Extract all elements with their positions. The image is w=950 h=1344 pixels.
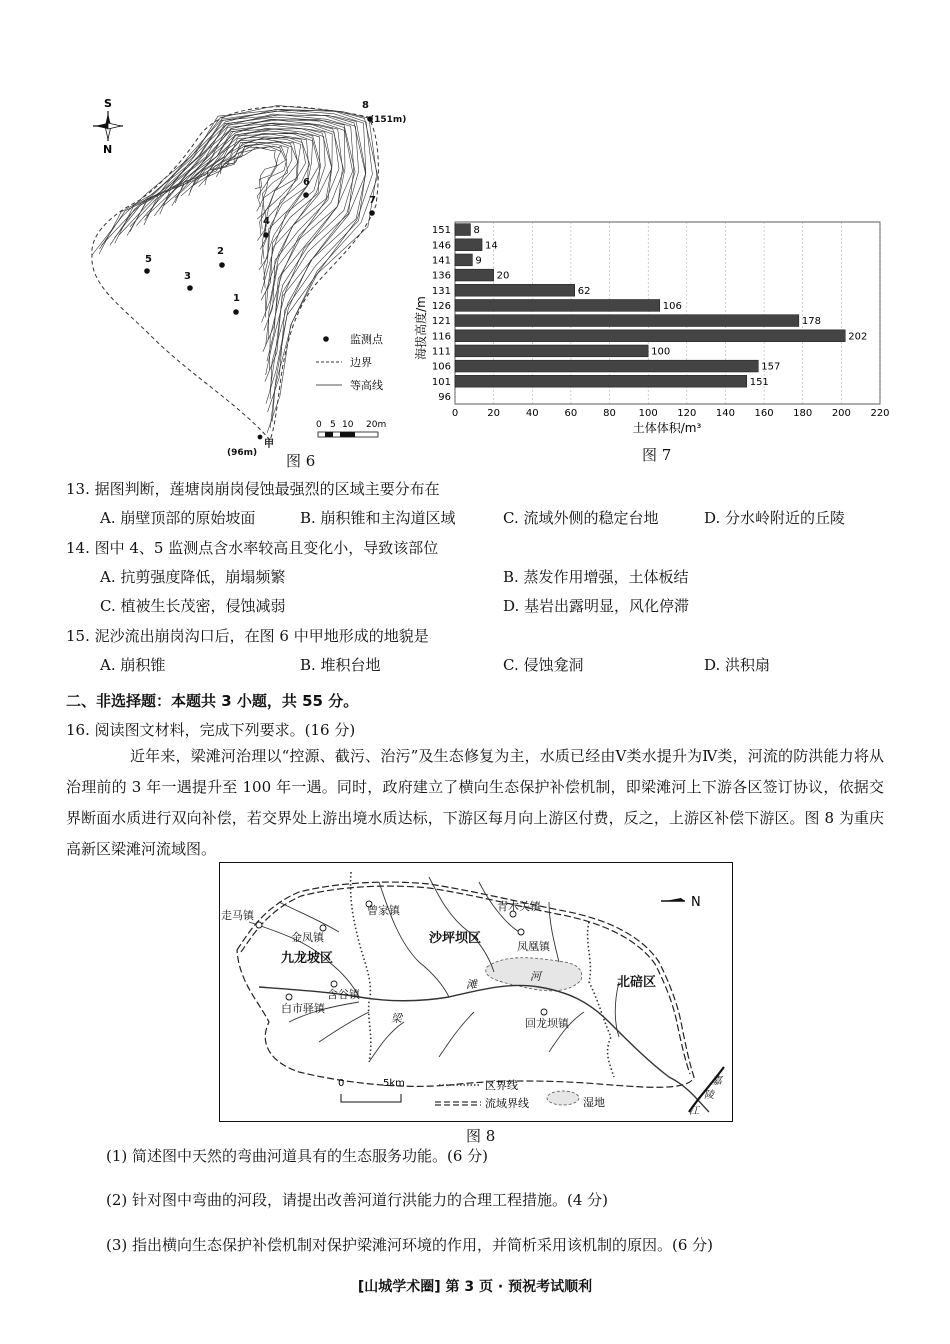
chart-ytick-label: 126: [431, 300, 451, 312]
chart-ytick-label: 106: [431, 361, 451, 373]
chart-bar: [455, 239, 482, 251]
town-zengjia: 曾家镇: [367, 904, 400, 917]
label-5: 5: [145, 254, 152, 265]
q14-stem: 14. 图中 4、5 监测点含水率较高且变化小，导致该部位: [66, 539, 439, 557]
q15-option-c: C. 侵蚀龛洞: [503, 656, 584, 674]
q14-option-d: D. 基岩出露明显，风化停滞: [503, 597, 690, 615]
contour-line: [220, 147, 281, 199]
chart-bar: [455, 375, 747, 387]
contour-line: [92, 105, 377, 433]
chart-data-label: 62: [577, 285, 591, 297]
q13-option-c: C. 流域外侧的稳定台地: [503, 509, 659, 527]
contour-line: [220, 146, 285, 207]
fig6-legend: [316, 332, 384, 392]
contour-line: [172, 131, 321, 293]
point-4: [263, 232, 269, 238]
north-label: N: [691, 895, 701, 910]
chart-ylabel: 海拔高度/m: [414, 296, 428, 360]
chart-data-label: 178: [801, 316, 821, 328]
town-fenghuang: 凤凰镇: [517, 940, 550, 953]
chart-xtick-label: 80: [603, 408, 616, 419]
label-8: 8: [362, 100, 369, 111]
point-2: [219, 262, 225, 268]
legend-contour: 等高线: [350, 379, 383, 392]
river-char-tan: 滩: [466, 978, 477, 991]
chart-bar: [455, 224, 470, 236]
chart-xtick-label: 160: [754, 408, 774, 419]
contour-line: [154, 125, 331, 322]
contour-line: [144, 123, 344, 346]
chart-bar: [455, 315, 799, 327]
compass-n: N: [103, 143, 113, 156]
label-1: 1: [233, 293, 240, 304]
label-jia-elev: (96m): [227, 448, 258, 458]
figure-8: [219, 862, 733, 1122]
contour-line: [127, 117, 355, 375]
town-jinfeng: 金凤镇: [291, 931, 324, 944]
point-7: [369, 210, 375, 216]
svg-text:20m: 20m: [366, 420, 387, 430]
svg-text:0: 0: [338, 1078, 345, 1089]
q15-stem: 15. 泥沙流出崩岗沟口后，在图 6 中甲地形成的地貌是: [66, 627, 429, 645]
jialing-c1: 嘉: [712, 1076, 722, 1087]
page-footer: [山城学术圈] 第 3 页 · 预祝考试顺利: [357, 1279, 593, 1295]
compass-icon: [93, 97, 123, 156]
contour-line: [190, 137, 306, 259]
chart-xtick-label: 120: [677, 408, 697, 419]
q13-stem: 13. 据图判断，莲塘岗崩岗侵蚀最强烈的区域主要分布在: [66, 480, 440, 498]
legend-basin: 流域界线: [485, 1097, 529, 1110]
figure-7-chart: [405, 218, 905, 438]
chart-data-label: 8: [473, 225, 480, 237]
chart-data-label: 106: [662, 300, 682, 312]
q13-option-b: B. 崩积锥和主沟道区域: [300, 509, 456, 527]
svg-text:5: 5: [330, 420, 336, 430]
label-7: 7: [369, 195, 376, 206]
chart-xlabel: 土体体积/m³: [632, 421, 702, 435]
q14-option-b: B. 蒸发作用增强，土体板结: [503, 568, 689, 586]
chart-ytick-label: 96: [438, 391, 451, 403]
svg-text:5km: 5km: [383, 1078, 405, 1089]
chart-xtick-label: 60: [564, 408, 578, 419]
point-5: [144, 268, 150, 274]
chart-xtick-label: 40: [525, 408, 539, 419]
chart-xtick-label: 200: [831, 408, 851, 419]
label-8-elev: (151m): [370, 115, 407, 125]
jialing-c2: 陵: [704, 1090, 714, 1101]
monitoring-points: [144, 116, 375, 439]
chart-data-label: 157: [761, 361, 781, 373]
chart-xtick-label: 20: [487, 408, 501, 419]
contour-line: [175, 133, 319, 289]
legend-boundary: 边界: [350, 356, 372, 369]
q16-material: 近年来，梁滩河治理以“控源、截污、治污”及生态修复为主，水质已经由Ⅴ类水提升为Ⅳ类，河流的防洪能力将从治理前的 3 年一遇提升至 100 年一遇。同时，政府建立了横向生态保护补偿机制，即梁滩河上下游各区签订协议，依据交界断面水质进行双向补偿，若交界处上游出境水质达标，下游区每月向上游区付费，反之，上游区补偿下游区。图 8 为重庆高新区梁滩河流域图。: [66, 747, 884, 858]
chart-ytick-label: 121: [431, 316, 451, 328]
label-4: 4: [263, 216, 270, 227]
svg-text:0: 0: [316, 420, 322, 430]
town-baishiyi: 白市驿镇: [281, 1002, 325, 1015]
label-2: 2: [217, 246, 224, 257]
chart-data-label: 100: [651, 346, 671, 358]
figure-7-caption: 图 7: [642, 446, 672, 464]
chart-xtick-label: 0: [451, 408, 459, 419]
point-1: [233, 309, 239, 315]
q16-sub2: (2) 针对图中弯曲的河段，请提出改善河道行洪能力的合理工程措施。(4 分): [106, 1191, 609, 1209]
point-6: [303, 192, 309, 198]
fig6-scale-bar: [316, 420, 386, 437]
chart-bar: [455, 269, 494, 281]
chart-bar: [455, 254, 472, 266]
chart-ytick-label: 111: [431, 346, 451, 358]
q15-option-d: D. 洪积扇: [704, 656, 771, 674]
district-jiulongpo: 九龙坡区: [281, 951, 334, 966]
legend-wetland: 湿地: [583, 1096, 605, 1109]
jialing-c3: 江: [689, 1106, 699, 1117]
chart-xtick-label: 140: [715, 408, 736, 419]
chart-ytick-label: 116: [431, 331, 451, 343]
section-2-heading: 二、非选择题：本题共 3 小题，共 55 分。: [66, 692, 359, 710]
chart-data-label: 202: [848, 331, 868, 343]
river-char-he: 河: [530, 970, 541, 983]
town-zouma: 走马镇: [221, 909, 254, 922]
chart-ytick-label: 151: [431, 225, 451, 237]
chart-ytick-label: 136: [431, 270, 451, 282]
figure-8-caption: 图 8: [466, 1127, 496, 1145]
chart-xtick-label: 100: [638, 408, 658, 419]
q16-stem: 16. 阅读图文材料，完成下列要求。(16 分): [66, 721, 356, 739]
compass-s: S: [104, 97, 112, 110]
svg-text:10: 10: [342, 420, 354, 430]
chart-bar: [455, 330, 845, 342]
river-char-liang: 梁: [391, 1012, 402, 1025]
q13-option-a: A. 崩壁顶部的原始坡面: [100, 509, 256, 527]
q14-option-c: C. 植被生长茂密，侵蚀减弱: [100, 597, 286, 615]
legend-point: 监测点: [350, 333, 383, 346]
figure-6: [80, 95, 420, 475]
q15-option-a: A. 崩积锥: [100, 656, 166, 674]
q15-option-b: B. 堆积台地: [300, 656, 381, 674]
town-huilongba: 回龙坝镇: [525, 1017, 569, 1030]
chart-data-label: 14: [485, 240, 498, 252]
district-shapingba: 沙坪坝区: [429, 931, 482, 946]
chart-data-label: 151: [749, 376, 769, 388]
chart-data-label: 9: [475, 255, 482, 267]
chart-xtick-label: 180: [793, 408, 813, 419]
district-beibei: 北碚区: [617, 975, 657, 990]
town-hangu: 含谷镇: [327, 988, 360, 1001]
contour-line: [99, 111, 372, 422]
q16-sub3: (3) 指出横向生态保护补偿机制对保护梁滩河环境的作用，并简析采用该机制的原因。(6 分): [106, 1236, 714, 1254]
chart-data-label: 20: [496, 270, 510, 282]
chart-ytick-label: 141: [431, 255, 451, 267]
q14-option-a: A. 抗剪强度降低，崩塌频繁: [100, 568, 286, 586]
town-qingmuguan: 青木关镇: [497, 900, 541, 913]
chart-ytick-label: 131: [431, 285, 451, 297]
contour-lines: [92, 105, 378, 433]
legend-district: 区界线: [485, 1079, 518, 1092]
label-jia: 甲: [264, 439, 274, 450]
chart-ytick-label: 146: [431, 240, 451, 252]
label-3: 3: [184, 271, 191, 282]
chart-bar: [455, 284, 575, 296]
chart-ytick-label: 101: [431, 376, 451, 388]
chart-bar: [455, 360, 758, 372]
figure-6-caption: 图 6: [286, 452, 316, 470]
point-jia: [258, 435, 263, 440]
point-3: [187, 285, 193, 291]
figure-6-map: [80, 95, 420, 475]
contour-line: [136, 119, 342, 351]
figure-7: [405, 218, 905, 438]
figure-8-map: [219, 862, 733, 1122]
chart-xtick-label: 220: [870, 408, 890, 419]
chart-bar: [455, 300, 660, 312]
q16-sub1: (1) 简述图中天然的弯曲河道具有的生态服务功能。(6 分): [106, 1147, 489, 1165]
q13-option-d: D. 分水岭附近的丘陵: [704, 509, 846, 527]
label-6: 6: [303, 177, 310, 188]
contour-line: [115, 115, 366, 399]
chart-bar: [455, 345, 648, 357]
